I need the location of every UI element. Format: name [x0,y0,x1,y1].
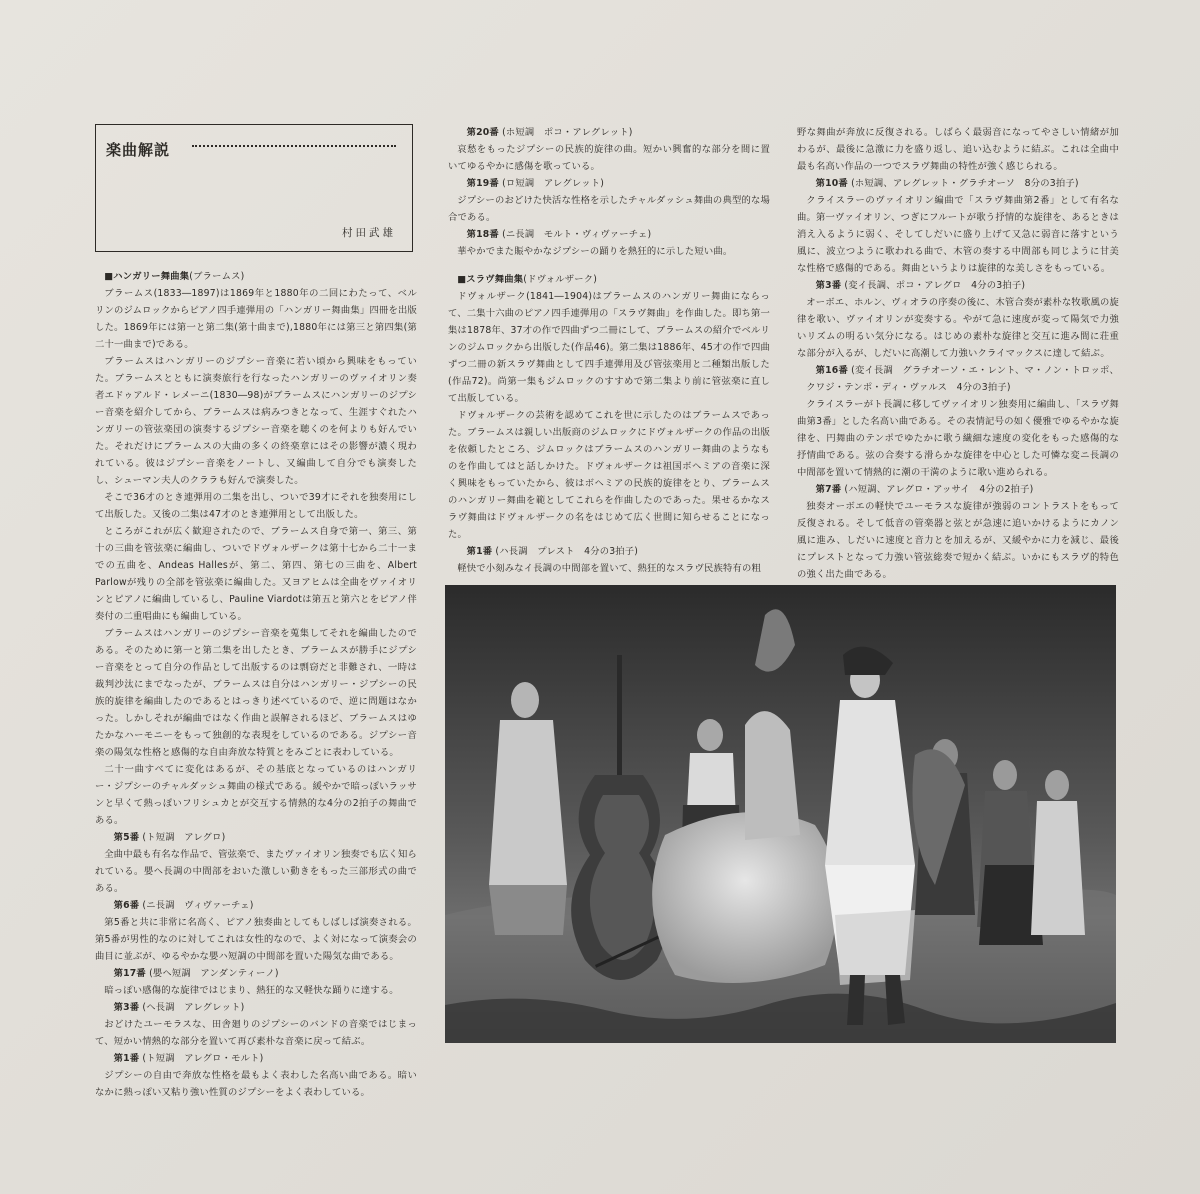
piece-heading: 第3番 (ヘ長調 アレグレット) [113,1002,245,1013]
piece-heading: 第17番 (嬰ヘ短調 アンダンティーノ) [113,968,279,979]
title-dotted-leader [192,145,396,147]
piece-description: 暗っぽい感傷的な旋律ではじまり、熱狂的な又軽快な踊りに達する。 [104,985,399,996]
dvorak-heading: ■スラヴ舞曲集(ドヴォルザーク) [457,274,598,285]
piece-description: 哀愁をもったジプシーの民族的旋律の曲。短かい興奮的な部分を間に置いてゆるやかに感傷を歌っている。 [448,144,770,172]
brahms-paragraph: ところがこれが広く歓迎されたので、ブラームス自身で第一、第三、第十の三曲を管弦楽に編曲し、ついでドヴォルザークは第十七から二十一までの五曲を、Andeas Hallesが、第二、第四、第七の三曲を、Albert Parlowが残りの全部を管弦楽に編曲した。又ヨアヒムは全曲をヴァイオリンとピアノに編曲しているし、Pauline Viardotは第五と第六とをピアノ伴奏付の二重唱曲にも編曲している。 [95,526,417,622]
piece-description: クライスラーがト長調に移してヴァイオリン独奏用に編曲し、「スラヴ舞曲第3番」とした名高い曲である。その表情記号の如く優雅でゆるやかな旋律を、円舞曲のテンポでゆたかに歌う繊細な速度の変化をもった感傷的な抒情曲である。弦の合奏する滑らかな旋律を中心とした可憐な変ニ長調の中間部を置いて情熱的に潮の干満のように歌い進められる。 [797,399,1119,478]
title-box [95,124,413,252]
brahms-paragraph: ブラームス(1833―1897)は1869年と1880年の二回にわたって、ベルリンのジムロックからピアノ四手連弾用の「ハンガリー舞曲集」四冊を出版した。1869年には第一と第二集(第十曲まで),1880年には第三と第四集(第二十一曲まで)である。 [95,288,417,350]
piece-heading: 第1番 (ト短調 アレグロ・モルト) [113,1053,264,1064]
piece-heading: 第16番 (変イ長調 グラチオーソ・エ・レント、マ・ノン・トロッポ、クワジ・テンポ・ディ・ヴァルス 4分の3拍子) [806,365,1119,393]
piece-heading: 第3番 (変イ長調、ポコ・アレグロ 4分の3拍子) [815,280,1026,291]
piece-heading: 第19番 (ロ短調 アレグレット) [466,178,605,189]
piece-description: 独奏オーボエの軽快でユーモラスな旋律が強弱のコントラストをもって反復される。そして低音の管楽器と弦とが急速に追いかけるようにカノン風に進み、しだいに速度と音力とを加えるが、又緩やかに力を減じ、最後にプレストとなって力強い管弦総奏で短かく結ぶ。いかにもスラヴ的特色の強く出た曲である。 [797,501,1119,580]
piece-heading: 第20番 (ホ短調 ポコ・アレグレット) [466,127,633,138]
piece-heading: 第1番 (ハ長調 プレスト 4分の3拍子) [466,546,639,557]
piece-heading: 第10番 (ホ短調、アレグレット・グラチオーソ 8分の3拍子) [815,178,1079,189]
piece-heading: 第5番 (ト短調 アレグロ) [113,832,226,843]
piece-description: クライスラーのヴァイオリン編曲で「スラヴ舞曲第2番」として有名な曲。第一ヴァイオリン、つぎにフルートが歌う抒情的な旋律を、あるときは消え入るように弱く、そしてしだいに盛り上げて又急に弱音に落すという風に、波立つように歌われる曲で、木管の奏する中間部も同じように甘美な性格で感傷的である。舞曲というよりは旋律的な美しさをもっている。 [797,195,1119,274]
dancers-and-musicians-photo [445,585,1116,1043]
piece-description: 第5番と共に非常に名高く、ピアノ独奏曲としてもしばしば演奏される。第5番が男性的なのに対してこれは女性的なので、よく対になって演奏会の曲目に並ぶが、ゆるやかな嬰ハ短調の中間部を置いた陽気な曲である。 [95,917,417,962]
brahms-heading: ■ハンガリー舞曲集(ブラームス) [104,271,245,282]
column-dvorak [448,124,770,577]
dvorak-paragraph: ドヴォルザークの芸術を認めてこれを世に示したのはブラームスであった。ブラームスは親しい出版商のジムロックにドヴォルザークの作品の出版を依頼したところ、ジムロックはブラームスのハンガリー舞曲のようなものを作曲してはと話しかけた。ドヴォルザークは祖国ボヘミアの音楽に深く興味をもっていたから、彼はボヘミアの民族的旋律をとり、ブラームスのハンガリー舞曲を範としてこれらを作曲したのであった。果せるかなスラヴ舞曲はドヴォルザークの名をはじめて広く世間に知らせることになった。 [448,410,770,540]
piece-description: ジプシーの自由で奔放な性格を最もよく表わした名高い曲である。暗いなかに熱っぽい又粘り強い性質のジプシーをよく表わしている。 [95,1070,417,1098]
column-brahms [95,268,417,1101]
piece-description: おどけたユーモラスな、田舎廻りのジプシーのバンドの音楽ではじまって、短かい情熱的な部分を置いて再び素朴な音楽に戻って結ぶ。 [95,1019,417,1047]
brahms-paragraph: ブラームスはハンガリーのジプシー音楽に若い頃から興味をもっていた。ブラームスとともに演奏旅行を行なったハンガリーのヴァイオリン奏者エドゥアルド・レメーニ(1830―98)がブラームスにハンガリーのジプシー音楽を紹介してから、ブラームスは病みつきとなって、生涯すぐれたハンガリーの管弦楽団の演奏するジプシー音楽を聴くのを何よりも好んでいた。それだけにブラームスの大曲の多くの終楽章にはその影響が濃く現われている。彼はジプシー音楽をノートし、又編曲して自分でも演奏したし、シューマン夫人のクララも好んで演奏した。 [95,356,417,486]
piece-heading: 第7番 (ハ短調、アレグロ・アッサイ 4分の2拍子) [815,484,1034,495]
dvorak-paragraph: ドヴォルザーク(1841―1904)はブラームスのハンガリー舞曲にならって、二集十六曲のピアノ四手連弾用の「スラヴ舞曲」を作曲した。即ち第一集は1878年、37才の作で四曲ずつ二冊にして、ブラームスの紹介でベルリンのジムロックから出版した(作品46)。第二集は1886年、45才の作で四曲ずつ二冊の新スラヴ舞曲として四手連弾用及び管弦楽用と二種類出版した(作品72)。尚第一集もジムロックのすすめで第二集より前に管弦楽に直して出版している。 [448,291,770,404]
brahms-paragraph: ブラームスはハンガリーのジプシー音楽を蒐集してそれを編曲したのである。そのために第一と第二集を出したとき、ブラームスが勝手にジプシー音楽をとって自分の作品として出版するのは剽窃だと非難され、一時は裁判沙汰にまでなったが、ブラームスは自分はハンガリー・ジプシーの民族的旋律を編曲したのであるとはっきり述べているので、逆に問題はなかった。しかしそれが編曲ではなく作曲と誤解されるほど、ブラームスはゆたかなハーモニーをもって独創的な表現をしているのである。ジプシー音楽の陽気な性格と感傷的な自由奔放な特質とをみごとに表わしている。 [95,628,417,758]
spacer [448,260,770,271]
piece-heading: 第18番 (ニ長調 モルト・ヴィヴァーチェ) [466,229,652,240]
piece-description: ジプシーのおどけた快活な性格を示したチャルダッシュ舞曲の典型的な場合である。 [448,195,770,223]
section-title: 楽曲解説 [106,141,171,159]
photo-illustration [445,585,1116,1043]
piece-description: 軽快で小刻みなイ長調の中間部を置いて、熱狂的なスラヴ民族特有の粗 [457,563,762,574]
column-dvorak-continued [797,124,1119,583]
piece-heading: 第6番 (ニ長調 ヴィヴァーチェ) [113,900,254,911]
continuation-text: 野な舞曲が奔放に反復される。しばらく最弱音になってやさしい情緒が加わるが、最後に急激に力を盛り返し、追い込むように結ぶ。これは全曲中最も名高い作品の一つでスラヴ舞曲の特性が強く感じられる。 [797,127,1119,172]
brahms-paragraph: そこで36才のとき連弾用の二集を出し、ついで39才にそれを独奏用にして出版した。又後の二集は47才のとき連弾用として出版した。 [95,492,417,520]
brahms-paragraph: 二十一曲すべてに変化はあるが、その基底となっているのはハンガリー・ジプシーのチャルダッシュ舞曲の様式である。緩やかで暗っぽいラッサンと早くて熱っぽいフリシュカとが交互する情熱的な4分の2拍子の舞曲である。 [95,764,417,826]
piece-description: 全曲中最も有名な作品で、管弦楽で、またヴァイオリン独奏でも広く知られている。嬰ヘ長調の中間部をおいた激しい動きをもった三部形式の曲である。 [95,849,417,894]
author-name: 村田武雄 [342,227,396,239]
piece-description: オーボエ、ホルン、ヴィオラの序奏の後に、木管合奏が素朴な牧歌風の旋律を歌い、ヴァイオリンが変奏する。やがて急に速度が変って陽気で力強いリズムの明るい気分になる。はじめの素朴な旋律と交互に進み間に荘重な部分が入るが、しだいに高潮して力強いクライマックスに達して結ぶ。 [797,297,1119,359]
piece-description: 華やかでまた賑やかなジプシーの踊りを熱狂的に示した短い曲。 [457,246,733,257]
